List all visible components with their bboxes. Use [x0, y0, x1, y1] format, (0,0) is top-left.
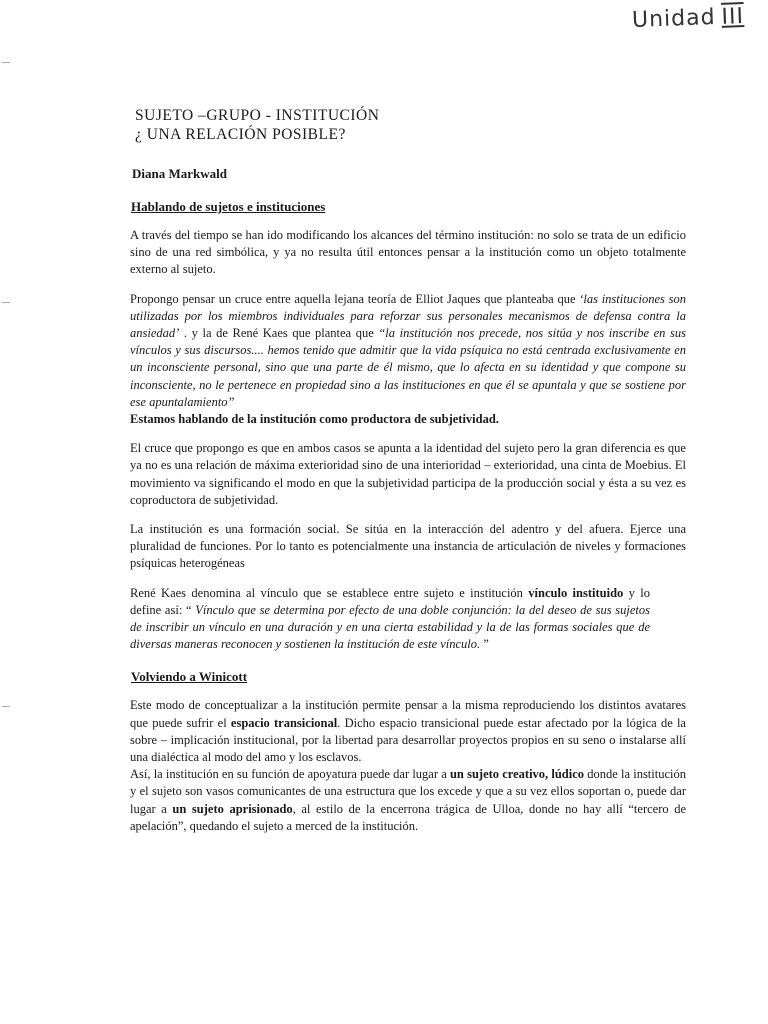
- paragraph-text: Propongo pensar un cruce entre aquella lejana teoría de Elliot Jaques que planteaba que: [130, 291, 580, 306]
- paragraph: [130, 585, 686, 654]
- paragraph-text: . Dicho espacio transicional puede estar afectado por la lógica de la sobre – implicación institucional, por la libertad para desarrollar proyectos propios en su seno o instalarse allí una dialéctica al modo del amo y los esclavos.: [130, 715, 686, 765]
- paragraph-text: y lo define así: “: [130, 585, 650, 617]
- paragraph-text: René Kaes denomina al vínculo que se establece entre sujeto e institución: [130, 585, 529, 600]
- paragraph-text: El cruce que propongo es que en ambos casos se apunta a la identidad del sujeto pero la gran diferencia es que ya no es una relación de máxima exterioridad sino de una interioridad – exterioridad, una cinta de Moebius. El movimiento va significando el modo en que la subjetividad participa de la producción social y ésta a su vez es coproductora de subjetividad.: [130, 441, 686, 507]
- quote-jaques: ‘las instituciones son utilizadas por los miembros individuales para reforzar sus personales mecanismos de defensa contra la ansiedad’: [130, 291, 686, 341]
- quote-kaes-definition: Vínculo que se determina por efecto de una doble conjunción: la del deseo de sus sujetos de inscribir un vínculo en una duración y en una cierta estabilidad y la de las formas sociales que de diversas maneras reconocen y sostienen la institución de este vínculo.: [130, 602, 650, 652]
- handwritten-unit-label: [632, 4, 745, 33]
- term-sujeto-aprisionado: un sujeto aprisionado: [172, 801, 293, 816]
- paragraph: [130, 766, 686, 835]
- section-heading-1: Hablando de sujetos e instituciones: [131, 199, 326, 214]
- paragraph: [130, 521, 686, 573]
- title-line-1: SUJETO –GRUPO - INSTITUCIÓN: [135, 107, 380, 124]
- paragraph: [130, 697, 686, 766]
- section-heading-2: Volviendo a Winicott: [131, 669, 248, 685]
- margin-mark: [2, 62, 10, 63]
- paragraph-text: La institución es una formación social. Se sitúa en la interacción del adentro y del afuera. Ejerce una pluralidad de funciones. Por lo tanto es potencialmente una instancia de articulación de niveles y formaciones psíquicas heterogéneas: [130, 522, 686, 571]
- handwritten-roman-numeral: III: [721, 4, 745, 30]
- term-vinculo-instituido: vínculo instituido: [528, 585, 624, 600]
- paragraph: [130, 440, 686, 509]
- author-name: Diana Markwald: [132, 166, 227, 181]
- document-title: [135, 106, 686, 144]
- emphasis-statement: Estamos hablando de la institución como productora de subjetividad.: [130, 412, 499, 427]
- paragraph-text: Este modo de conceptualizar a la institución permite pensar a la misma reproduciendo los distintos avatares que puede sufrir el: [130, 698, 686, 730]
- quote-kaes: “la institución nos precede, nos sitúa y nos inscribe en sus vínculos y sus discursos.... hemos tenido que admitir que la vida psíquica no está centrada exclusivamente en un inconsciente personal, sino que una parte de él mismo, que lo afecta en su identidad y que compone su inconsciente, no le pertenece en propiedad sino a las instituciones en que él se apuntala y que se sostiene por ese apuntalamiento”: [130, 326, 686, 409]
- term-sujeto-creativo: un sujeto creativo, lúdico: [449, 767, 585, 782]
- title-line-2: ¿ UNA RELACIÓN POSIBLE?: [135, 126, 346, 143]
- margin-mark: [2, 706, 10, 707]
- document-body: [130, 106, 686, 835]
- paragraph-text: , al estilo de la encerrona trágica de Ulloa, donde no hay allí “tercero de apelación”, quedando el sujeto a merced de la institución.: [130, 801, 686, 833]
- paragraph-text: A través del tiempo se han ido modificando los alcances del término institución: no solo se trata de un edificio sino de una red simbólica, y ya no resulta útil entonces pensar a la institución como un objeto totalmente externo al sujeto.: [130, 228, 686, 277]
- term-espacio-transicional: espacio transicional: [230, 715, 338, 730]
- paragraph-text: . y la de René Kaes que plantea que: [179, 326, 379, 341]
- paragraph-text: donde la institución y el sujeto son vasos comunicantes de una estructura que los excede y que a su vez ellos soportan o, puede dar lugar a: [130, 767, 686, 816]
- paragraph: [130, 291, 686, 411]
- handwritten-word: Unidad: [631, 5, 716, 33]
- paragraph-text: ”: [480, 637, 489, 652]
- paragraph-text: Así, la institución en su función de apoyatura puede dar lugar a: [130, 767, 450, 782]
- margin-mark: [2, 302, 10, 303]
- paragraph: [130, 227, 686, 279]
